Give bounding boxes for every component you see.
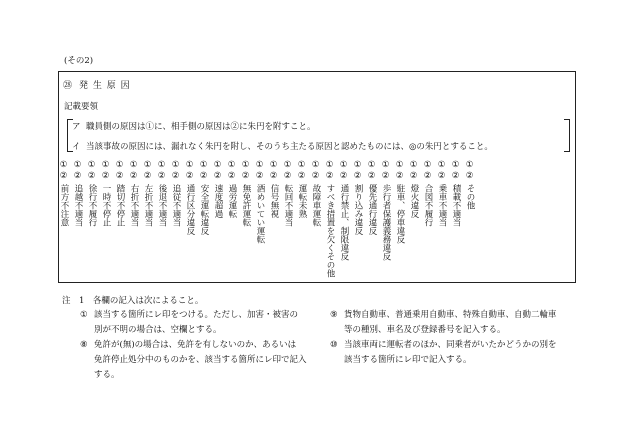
party-2-checkbox[interactable]: ②	[353, 171, 362, 181]
cause-column	[142, 160, 153, 230]
cause-column	[212, 160, 223, 221]
cause-column	[310, 160, 321, 230]
cause-label: 通行禁止、制限違反	[339, 184, 349, 261]
footnote-num: ⑩	[330, 340, 338, 350]
cause-label: 過労運転	[227, 184, 237, 218]
party-1-checkbox[interactable]: ①	[157, 160, 166, 170]
party-2-checkbox[interactable]: ②	[395, 171, 404, 181]
cause-column	[352, 160, 363, 238]
cause-column	[226, 160, 237, 221]
party-2-checkbox[interactable]: ②	[59, 171, 68, 181]
cause-label: 転回不適当	[283, 184, 293, 227]
party-1-checkbox[interactable]: ①	[297, 160, 306, 170]
cause-column	[282, 160, 293, 230]
party-1-checkbox[interactable]: ①	[339, 160, 348, 170]
party-2-checkbox[interactable]: ②	[227, 171, 236, 181]
party-2-checkbox[interactable]: ②	[157, 171, 166, 181]
rule-b-text: 当該事故の原因には、漏れなく朱円を附し、そのうち主たる原因と認めたものには、◎の朱円とすること。	[86, 142, 493, 152]
cause-label: 徐行不履行	[87, 184, 97, 227]
cause-label: 乗車不適当	[437, 184, 447, 227]
footnote-line: 該当する箇所にレ印で記入する。	[344, 355, 472, 365]
cause-column	[268, 160, 279, 221]
party-1-checkbox[interactable]: ①	[87, 160, 96, 170]
party-2-checkbox[interactable]: ②	[101, 171, 110, 181]
cause-label: 酒めいてい運転	[255, 184, 265, 244]
cause-column	[296, 160, 307, 221]
party-1-checkbox[interactable]: ①	[269, 160, 278, 170]
cause-column	[170, 160, 181, 230]
footnote-line: 別が不明の場合は、空欄とする。	[94, 325, 222, 335]
cause-label: 右折不適当	[129, 184, 139, 227]
cause-column	[408, 160, 419, 221]
cause-label: 速度超過	[213, 184, 223, 218]
party-2-checkbox[interactable]: ②	[241, 171, 250, 181]
cause-label: 追越不適当	[73, 184, 83, 227]
party-2-checkbox[interactable]: ②	[73, 171, 82, 181]
party-2-checkbox[interactable]: ②	[465, 171, 474, 181]
party-1-checkbox[interactable]: ①	[451, 160, 460, 170]
cause-column	[394, 160, 405, 247]
party-2-checkbox[interactable]: ②	[213, 171, 222, 181]
party-2-checkbox[interactable]: ②	[297, 171, 306, 181]
section-title: 発 生 原 因	[79, 81, 131, 91]
footnote-line: 該当する箇所にレ印をつける。ただし、加害・被害の	[94, 310, 299, 320]
cause-label: 優先通行違反	[367, 184, 377, 235]
party-2-checkbox[interactable]: ②	[409, 171, 418, 181]
cause-column	[114, 160, 125, 230]
cause-column	[86, 160, 97, 230]
party-2-checkbox[interactable]: ②	[87, 171, 96, 181]
party-1-checkbox[interactable]: ①	[367, 160, 376, 170]
cause-label: 通行区分違反	[185, 184, 195, 235]
cause-label: 合図不履行	[423, 184, 433, 227]
cause-column	[464, 160, 475, 213]
rule-a-text: 職員側の原因は①に、相手側の原因は②に朱円を附すこと。	[86, 122, 316, 132]
cause-label: その他	[465, 184, 475, 210]
party-2-checkbox[interactable]: ②	[437, 171, 446, 181]
cause-column	[324, 160, 335, 281]
party-1-checkbox[interactable]: ①	[199, 160, 208, 170]
cause-label: 一時不停止	[101, 184, 111, 227]
party-2-checkbox[interactable]: ②	[367, 171, 376, 181]
cause-label: 追従不適当	[171, 184, 181, 227]
notes-heading: 記載要領	[64, 102, 99, 112]
rule-b-mark: イ	[72, 142, 81, 152]
footnote-line: 免許が(無)の場合は、免許を有しないのか、あるいは	[94, 340, 297, 350]
cause-column	[184, 160, 195, 238]
footnote-heading: 注 1 各欄の記入は次によること。	[62, 296, 204, 306]
party-2-checkbox[interactable]: ②	[339, 171, 348, 181]
cause-column	[156, 160, 167, 230]
footnote-num: ⑧	[80, 340, 88, 350]
party-2-checkbox[interactable]: ②	[269, 171, 278, 181]
footnote-line: する。	[94, 370, 120, 380]
cause-label: すべき措置を欠くその他	[325, 184, 335, 278]
party-1-checkbox[interactable]: ①	[129, 160, 138, 170]
party-1-checkbox[interactable]: ①	[437, 160, 446, 170]
cause-column	[198, 160, 209, 238]
cause-label: 信号無視	[269, 184, 279, 218]
cause-column	[422, 160, 433, 230]
cause-column	[100, 160, 111, 230]
cause-label: 踏切不停止	[115, 184, 125, 227]
cause-column	[436, 160, 447, 230]
footnote-num: ⑨	[330, 310, 338, 320]
party-1-checkbox[interactable]: ①	[73, 160, 82, 170]
party-1-checkbox[interactable]: ①	[283, 160, 292, 170]
party-2-checkbox[interactable]: ②	[199, 171, 208, 181]
party-1-checkbox[interactable]: ①	[213, 160, 222, 170]
cause-column	[338, 160, 349, 264]
footnote-line: 当該車両に運転者のほか、同乗者がいたかどうかの別を	[344, 340, 557, 350]
party-1-checkbox[interactable]: ①	[311, 160, 320, 170]
cause-label: 割り込み違反	[353, 184, 363, 235]
party-1-checkbox[interactable]: ①	[115, 160, 124, 170]
footnote-line: 免許停止処分中のものかを、該当する箇所にレ印で記入	[94, 355, 307, 365]
footnote-line: 貨物自動車、普通乗用自動車、特殊自動車、自動二輪車	[344, 310, 557, 320]
footnote-line: 等の種別、車名及び登録番号を記入する。	[344, 325, 506, 335]
party-2-checkbox[interactable]: ②	[255, 171, 264, 181]
section-number: ㉘	[63, 81, 73, 91]
cause-column	[72, 160, 83, 230]
party-1-checkbox[interactable]: ①	[409, 160, 418, 170]
party-1-checkbox[interactable]: ①	[227, 160, 236, 170]
party-1-checkbox[interactable]: ①	[185, 160, 194, 170]
party-1-checkbox[interactable]: ①	[381, 160, 390, 170]
party-2-checkbox[interactable]: ②	[451, 171, 460, 181]
cause-label: 後退不適当	[157, 184, 167, 227]
cause-columns	[58, 160, 488, 278]
page-label: (その2)	[64, 56, 94, 66]
cause-label: 歩行者保護義務違反	[381, 184, 391, 261]
party-2-checkbox[interactable]: ②	[171, 171, 180, 181]
party-1-checkbox[interactable]: ①	[353, 160, 362, 170]
party-1-checkbox[interactable]: ①	[325, 160, 334, 170]
cause-column	[366, 160, 377, 238]
cause-label: 燈火違反	[409, 184, 419, 218]
cause-column	[254, 160, 265, 247]
cause-column	[128, 160, 139, 230]
cause-label: 駐車、停車違反	[395, 184, 405, 244]
cause-column	[450, 160, 461, 230]
party-2-checkbox[interactable]: ②	[129, 171, 138, 181]
party-2-checkbox[interactable]: ②	[423, 171, 432, 181]
party-1-checkbox[interactable]: ①	[59, 160, 68, 170]
party-1-checkbox[interactable]: ①	[101, 160, 110, 170]
party-1-checkbox[interactable]: ①	[171, 160, 180, 170]
party-1-checkbox[interactable]: ①	[255, 160, 264, 170]
cause-label: 左折不適当	[143, 184, 153, 227]
party-1-checkbox[interactable]: ①	[465, 160, 474, 170]
party-2-checkbox[interactable]: ②	[381, 171, 390, 181]
cause-label: 無免許運転	[241, 184, 251, 227]
party-2-checkbox[interactable]: ②	[143, 171, 152, 181]
cause-column	[240, 160, 251, 230]
party-2-checkbox[interactable]: ②	[283, 171, 292, 181]
party-1-checkbox[interactable]: ①	[143, 160, 152, 170]
footnote-num: ①	[80, 310, 88, 320]
rule-a-mark: ア	[72, 122, 81, 132]
cause-column	[380, 160, 391, 264]
party-2-checkbox[interactable]: ②	[325, 171, 334, 181]
party-1-checkbox[interactable]: ①	[241, 160, 250, 170]
cause-label: 安全運転違反	[199, 184, 209, 235]
cause-column	[58, 160, 69, 230]
party-2-checkbox[interactable]: ②	[311, 171, 320, 181]
party-2-checkbox[interactable]: ②	[185, 171, 194, 181]
cause-label: 故障車運転	[311, 184, 321, 227]
cause-label: 運転未熟	[297, 184, 307, 218]
cause-label: 前方不注意	[59, 184, 69, 227]
cause-label: 積載不適当	[451, 184, 461, 227]
party-1-checkbox[interactable]: ①	[423, 160, 432, 170]
party-2-checkbox[interactable]: ②	[115, 171, 124, 181]
party-1-checkbox[interactable]: ①	[395, 160, 404, 170]
